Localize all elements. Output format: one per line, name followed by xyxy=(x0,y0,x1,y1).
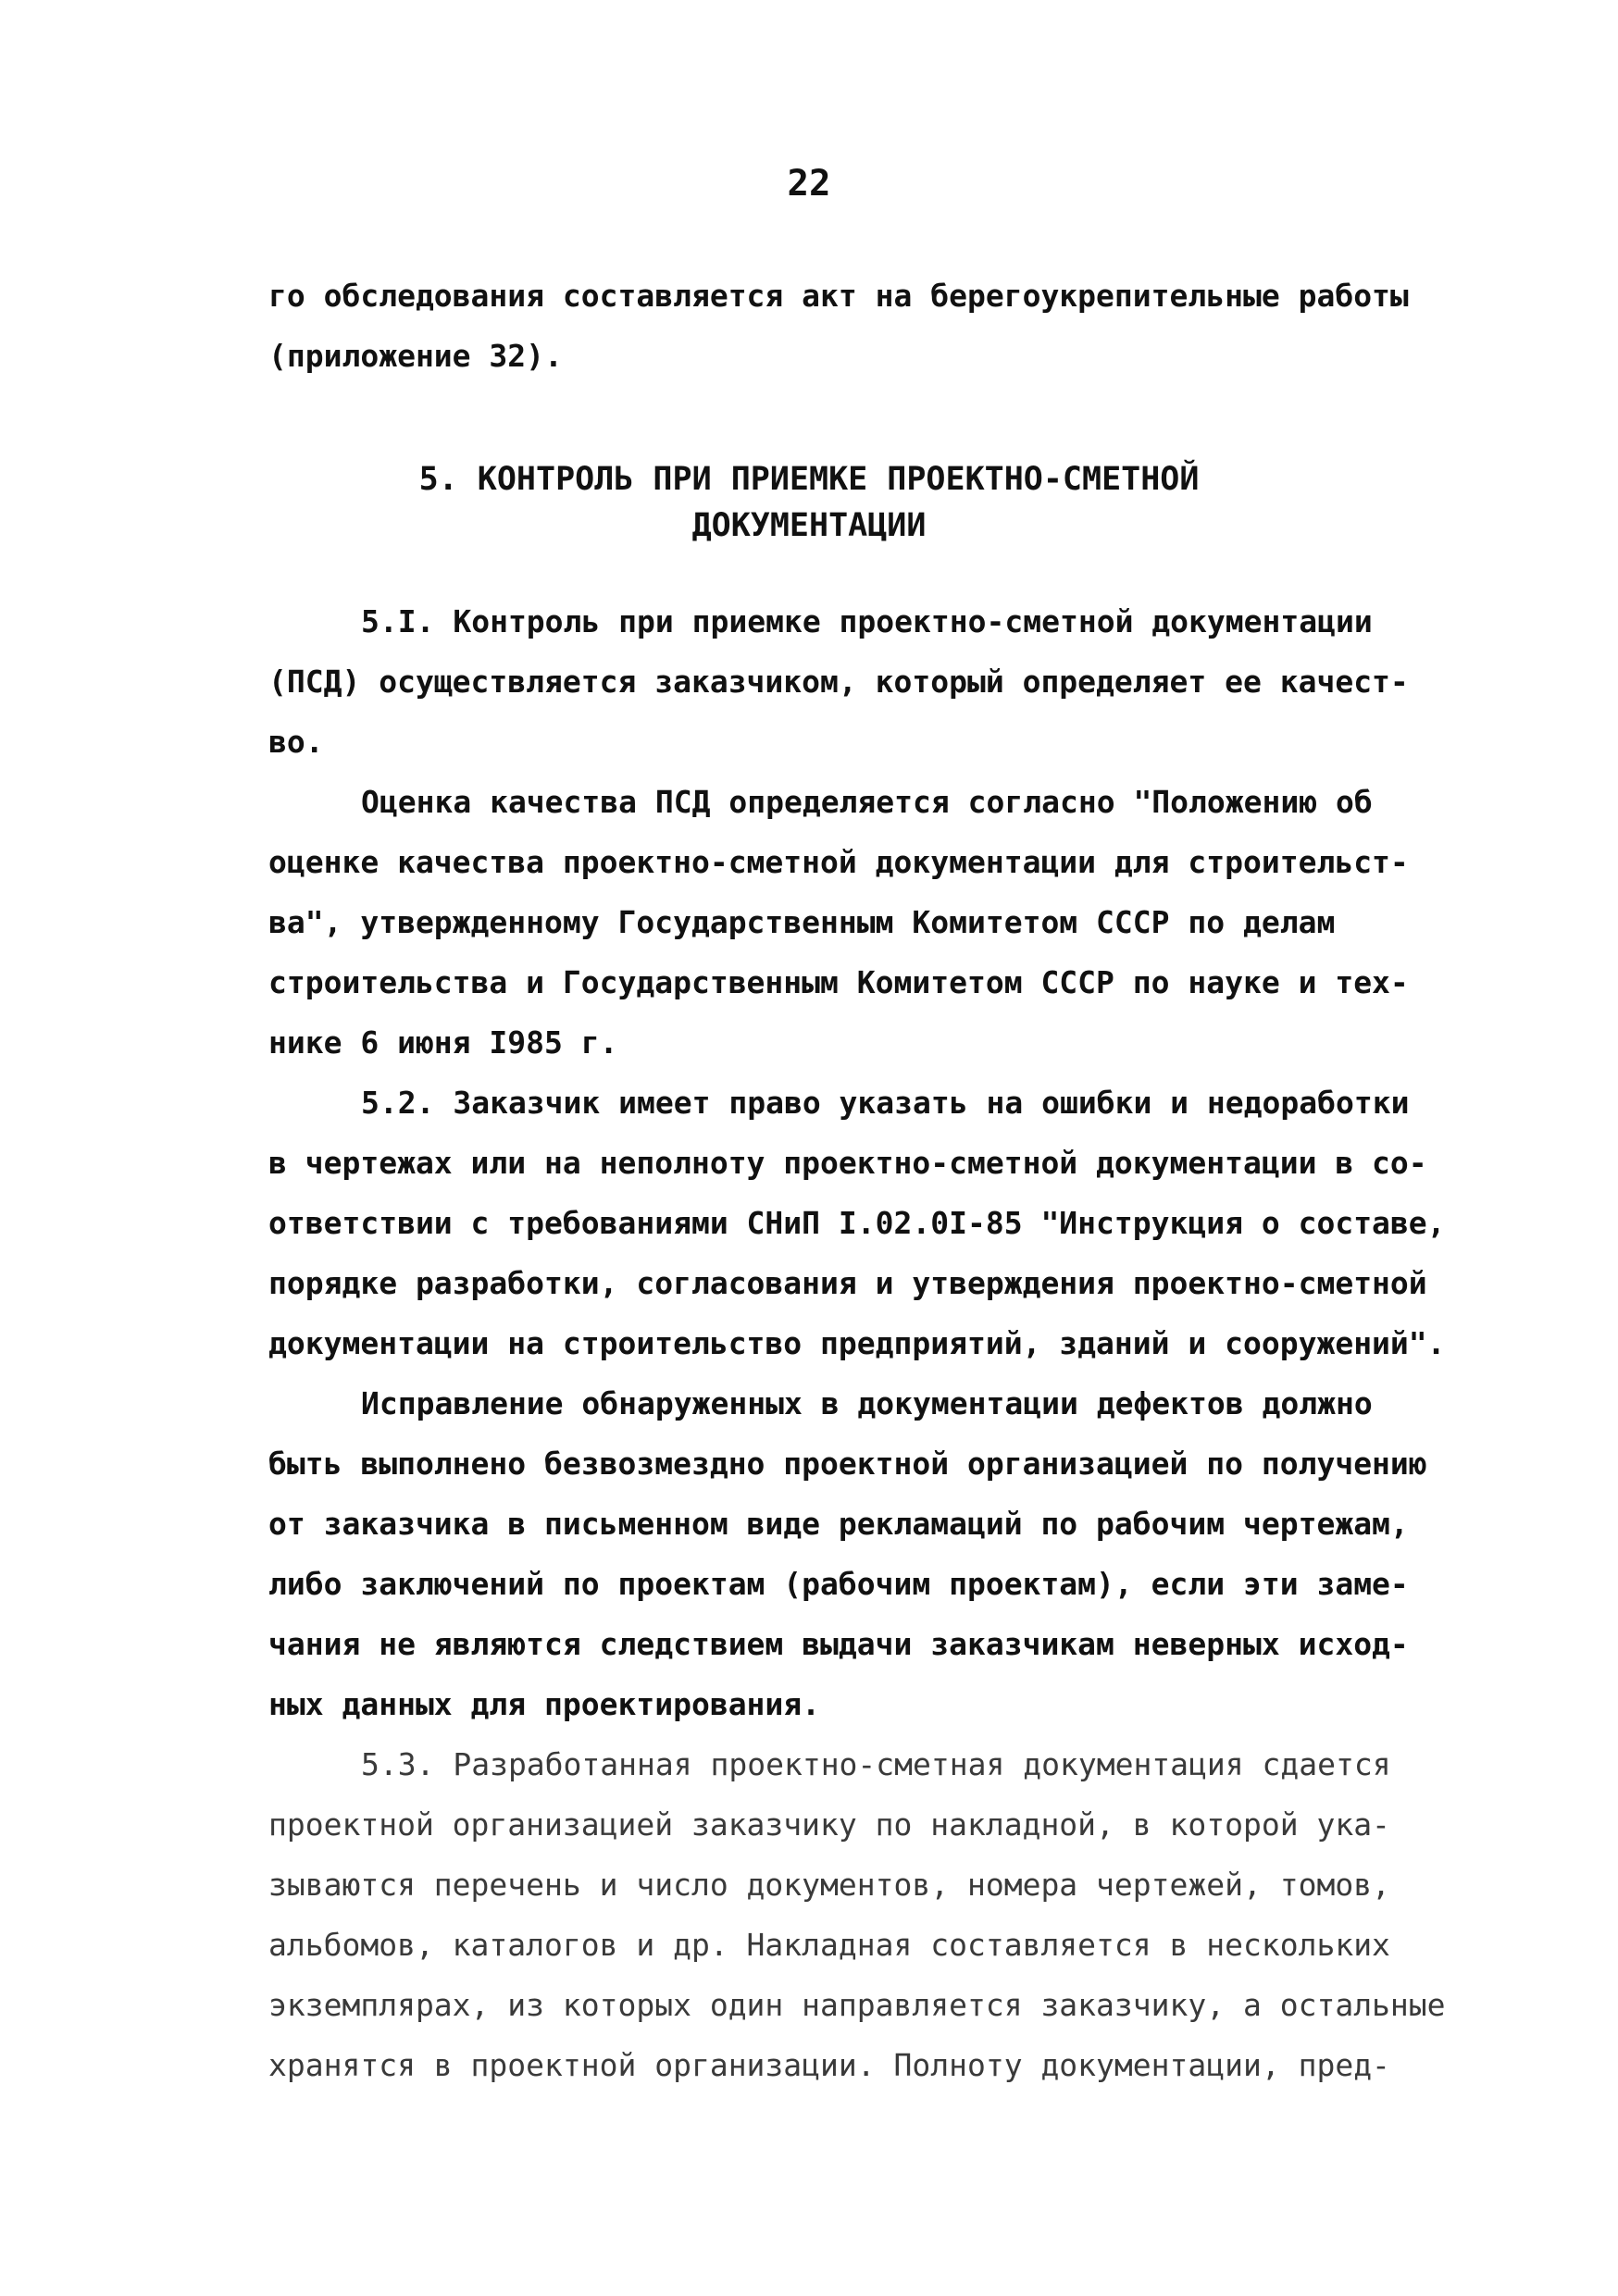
p-quality-line-4: строительства и Государственным Комитетом СССР по науке и тех- xyxy=(268,964,1409,1000)
p-quality-line-5: нике 6 июня I985 г. xyxy=(268,1024,618,1061)
p-5-1-line-2: (ПСД) осуществляется заказчиком, который определяет ее качест- xyxy=(268,664,1409,700)
p-quality-line-2: оценке качества проектно-сметной документации для строительст- xyxy=(268,844,1409,880)
p-5-3-line-1: 5.3. Разработанная проектно-сметная документация сдается xyxy=(361,1746,1391,1782)
p-5-2-line-1: 5.2. Заказчик имеет право указать на ошибки и недоработки xyxy=(361,1085,1410,1121)
p-5-3-line-3: зываются перечень и число документов, номера чертежей, томов, xyxy=(268,1867,1390,1903)
p-defects-line-4: либо заключений по проектам (рабочим проектам), если эти заме- xyxy=(268,1566,1409,1602)
section-heading-line-2: ДОКУМЕНТАЦИИ xyxy=(691,507,927,544)
intro-line-1: го обследования составляется акт на берегоукрепительные работы xyxy=(268,278,1409,314)
p-5-1-line-1: 5.I. Контроль при приемке проектно-сметной документации xyxy=(361,603,1373,639)
p-5-2-line-4: порядке разработки, согласования и утверждения проектно-сметной xyxy=(268,1265,1427,1301)
p-5-3-line-2: проектной организацией заказчику по накладной, в которой ука- xyxy=(268,1806,1390,1843)
p-5-3-line-6: хранятся в проектной организации. Полноту документации, пред- xyxy=(268,2047,1390,2083)
p-defects-line-2: быть выполнено безвозмездно проектной организацией по получению xyxy=(268,1446,1427,1482)
p-5-2-line-3: ответствии с требованиями СНиП I.02.0I-85 "Инструкция о составе, xyxy=(268,1205,1446,1241)
p-5-2-line-5: документации на строительство предприятий, зданий и сооружений". xyxy=(268,1325,1446,1361)
p-quality-line-1: Оценка качества ПСД определяется согласно "Положению об xyxy=(361,784,1373,820)
intro-line-2: (приложение 32). xyxy=(268,338,563,374)
page-number: 22 xyxy=(787,163,831,205)
p-defects-line-1: Исправление обнаруженных в документации дефектов должно xyxy=(361,1385,1373,1421)
p-5-3-line-5: экземплярах, из которых один направляется заказчику, а остальные xyxy=(268,1987,1446,2023)
p-defects-line-3: от заказчика в письменном виде рекламаций по рабочим чертежам, xyxy=(268,1506,1409,1542)
p-5-3-line-4: альбомов, каталогов и др. Накладная составляется в нескольких xyxy=(268,1927,1390,1963)
p-5-2-line-2: в чертежах или на неполноту проектно-сметной документации в со- xyxy=(268,1145,1427,1181)
p-5-1-line-3: во. xyxy=(268,724,324,760)
p-quality-line-3: ва", утвержденному Государственным Комитетом СССР по делам xyxy=(268,904,1336,940)
p-defects-line-5: чания не являются следствием выдачи заказчикам неверных исход- xyxy=(268,1626,1409,1662)
section-heading-line-1: 5. КОНТРОЛЬ ПРИ ПРИЕМКЕ ПРОЕКТНО-СМЕТНОЙ xyxy=(418,461,1200,498)
p-defects-line-6: ных данных для проектирования. xyxy=(268,1686,821,1722)
